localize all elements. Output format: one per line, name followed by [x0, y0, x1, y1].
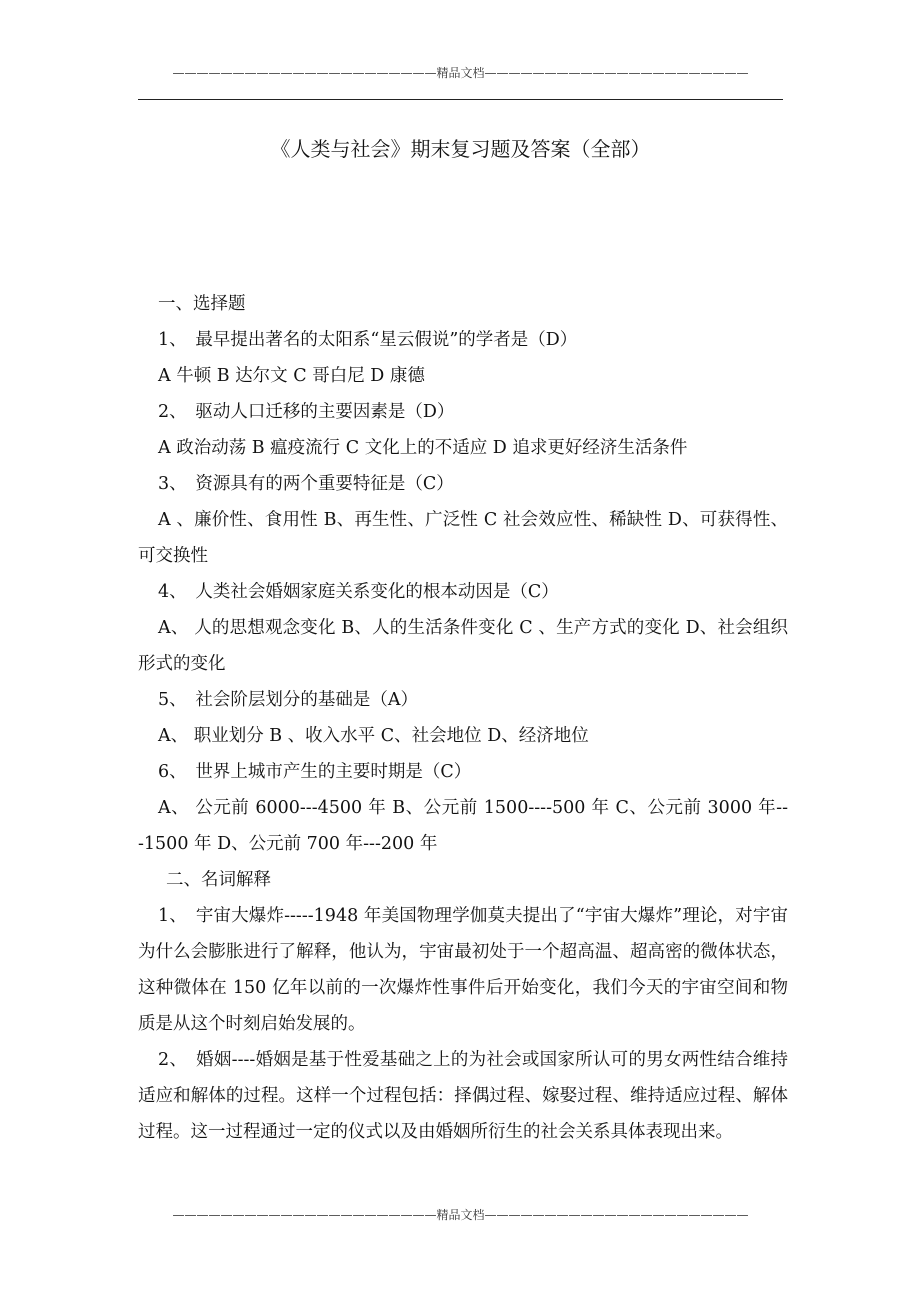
question-3: 3、 资源具有的两个重要特征是（C） — [158, 474, 454, 494]
term-1: 1、 宇宙大爆炸-----1948 年美国物理学伽莫夫提出了“宇宙大爆炸”理论，对宇宙为什么会膨胀进行了解释，他认为，宇宙最初处于一个超高温、超高密的微体状态，这种微体在 150 亿年以前的一次爆炸性事件后开始变化，我们今天的宇宙空间和物质是从这个时刻启始发展的。 — [138, 906, 788, 1034]
options-1: A 牛顿 B 达尔文 C 哥白尼 D 康德 — [158, 366, 425, 386]
term-2: 2、 婚姻----婚姻是基于性爱基础之上的为社会或国家所认可的男女两性结合维持适应和解体的过程。这样一个过程包括：择偶过程、嫁娶过程、维持适应过程、解体过程。这一过程通过一定的仪式以及由婚姻所衍生的社会关系具体表现出来。 — [138, 1050, 788, 1142]
options-3: A 、廉价性、食用性 B、再生性、广泛性 C 社会效应性、稀缺性 D、可获得性、可交换性 — [138, 510, 788, 566]
question-2: 2、 驱动人口迁移的主要因素是（D） — [158, 402, 455, 422]
question-5: 5、 社会阶层划分的基础是（A） — [158, 690, 419, 710]
section-heading-choice: 一、选择题 — [158, 294, 246, 314]
section-heading-terms: 二、名词解释 — [166, 870, 271, 890]
question-6: 6、 世界上城市产生的主要时期是（C） — [158, 762, 472, 782]
document-body — [138, 286, 788, 1150]
options-6: A、 公元前 6000---4500 年 B、公元前 1500----500 年 C、公元前 3000 年---1500 年 D、公元前 700 年---200 年 — [138, 798, 788, 854]
options-2: A 政治动荡 B 瘟疫流行 C 文化上的不适应 D 追求更好经济生活条件 — [158, 438, 688, 458]
options-4: A、 人的思想观念变化 B、人的生活条件变化 C 、生产方式的变化 D、社会组织形式的变化 — [138, 618, 788, 674]
page-header: ——————————————————————精品文档—————————————————————— — [172, 66, 749, 80]
document-title: 《人类与社会》期末复习题及答案（全部） — [270, 137, 651, 161]
page-footer: ——————————————————————精品文档—————————————————————— — [172, 1208, 749, 1222]
options-5: A、 职业划分 B 、收入水平 C、社会地位 D、经济地位 — [158, 726, 589, 746]
question-1: 1、 最早提出著名的太阳系“星云假说”的学者是（D） — [158, 330, 578, 350]
header-divider — [138, 99, 783, 100]
question-4: 4、 人类社会婚姻家庭关系变化的根本动因是（C） — [158, 582, 559, 602]
